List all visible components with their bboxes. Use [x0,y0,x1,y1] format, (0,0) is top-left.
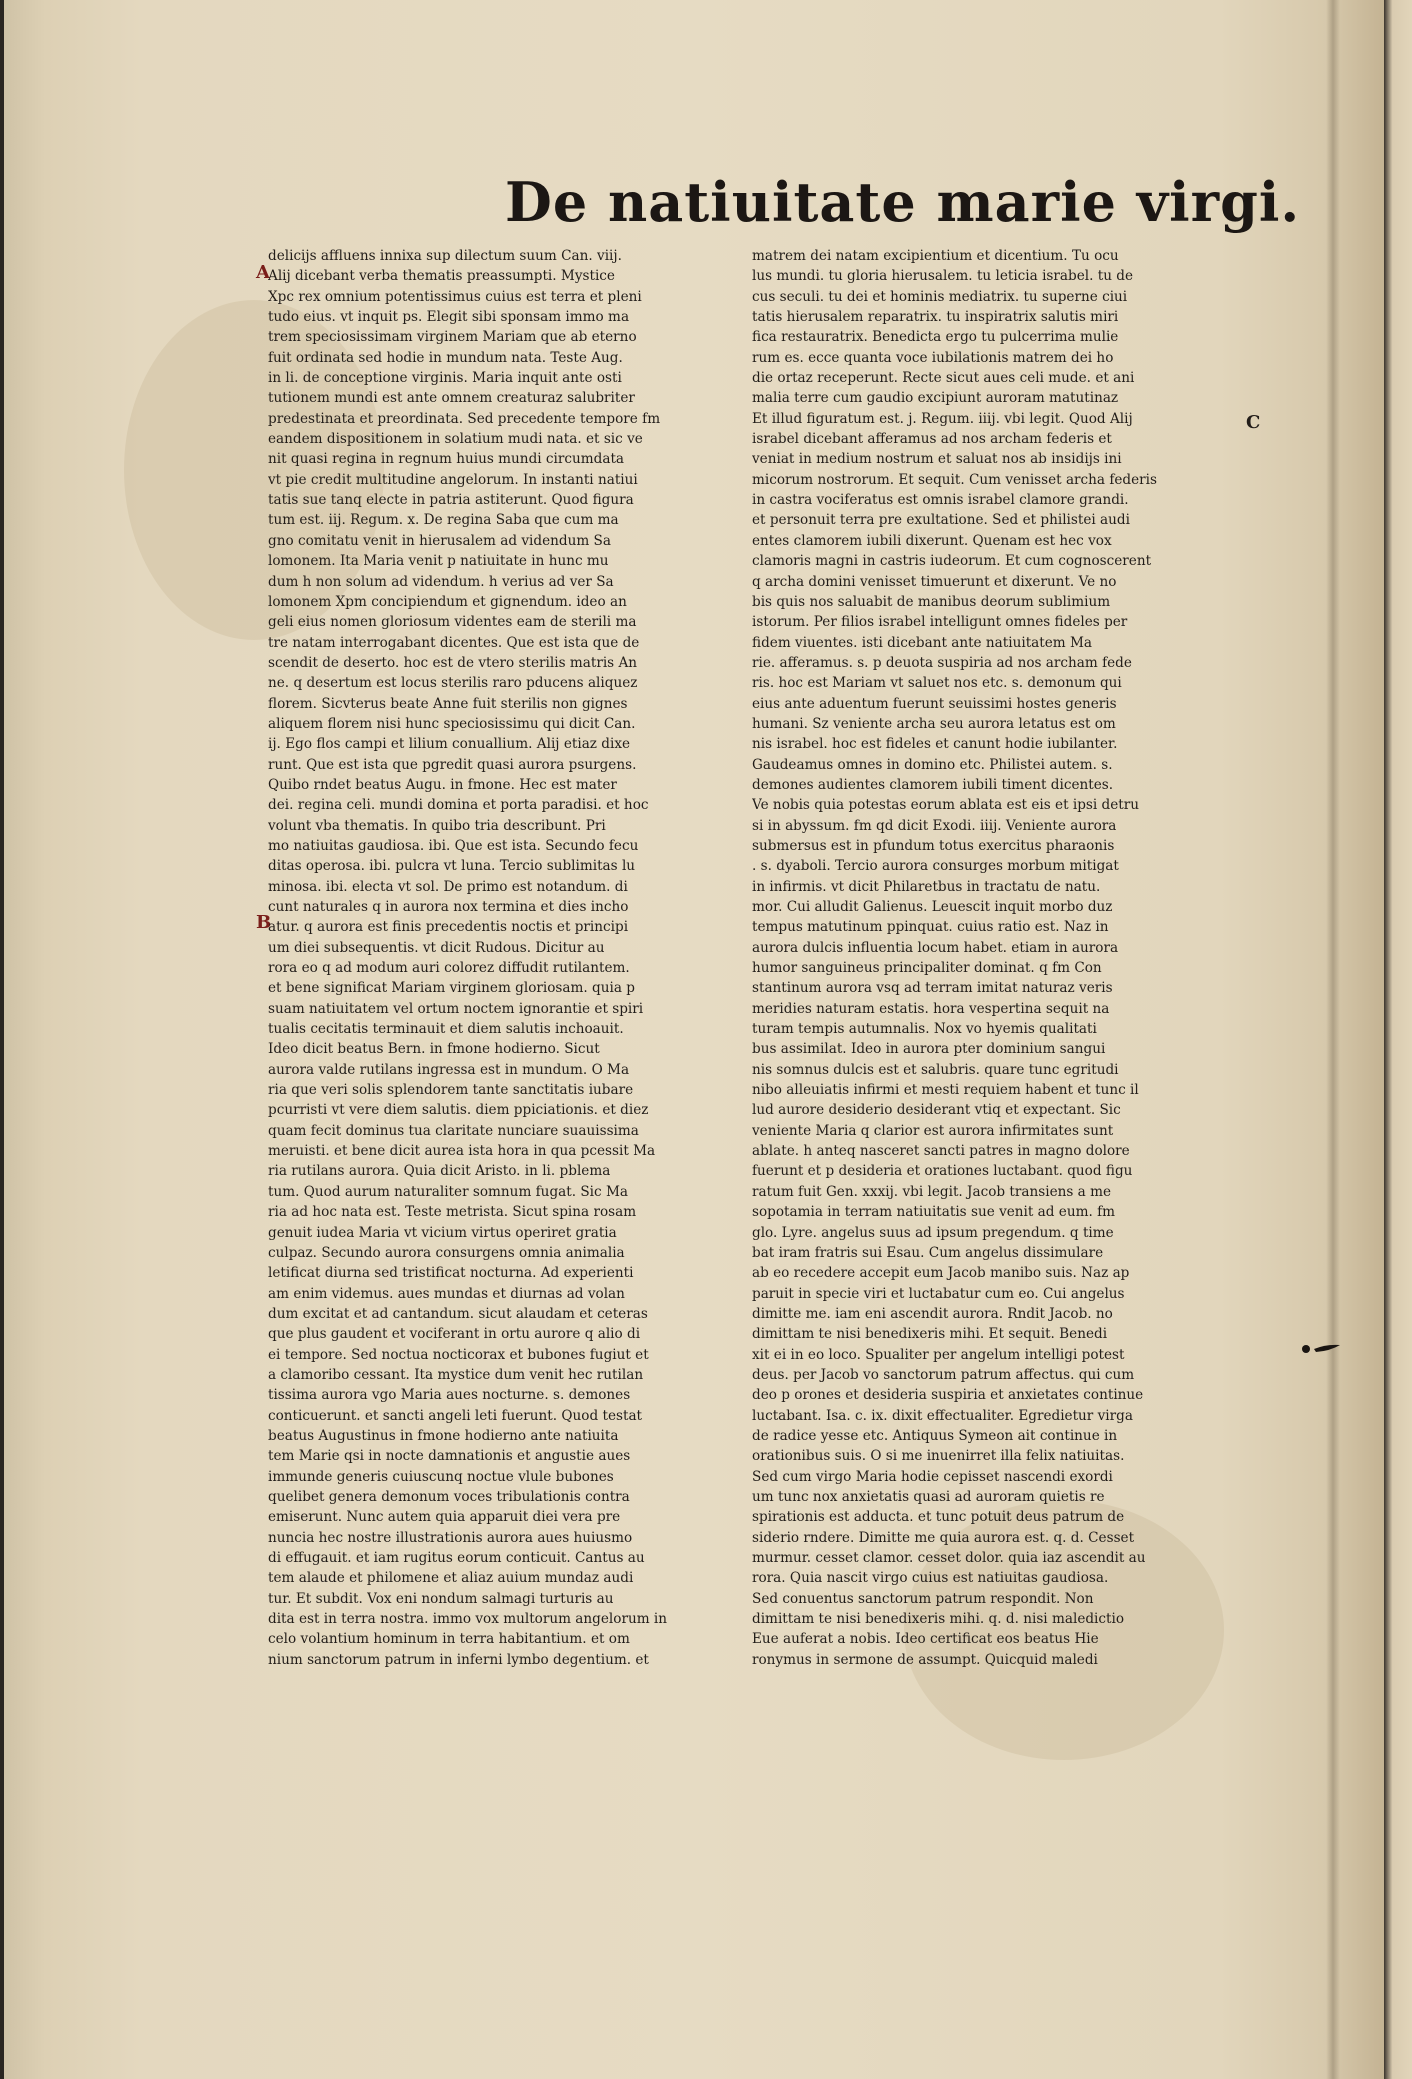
text-line: gno comitatu venit in hierusalem ad videndum Sa [268,532,611,549]
text-line: trem speciosissimam virginem Mariam que ab eterno [268,329,637,346]
page-heading: De natiuitate marie virgi. [505,170,1301,234]
text-line: Alij dicebant verba thematis preassumpti. Mystice [268,268,615,285]
text-line: Gaudeamus omnes in domino etc. Philistei autem. s. [752,756,1113,773]
text-line: Quibo rndet beatus Augu. in fmone. Hec est mater [268,776,617,793]
text-line: ne. q desertum est locus sterilis raro pducens aliquez [268,675,638,692]
text-line: nis somnus dulcis est et salubris. quare tunc egritudi [752,1061,1119,1078]
text-line: tutionem mundi est ante omnem creaturaz salubriter [268,390,635,407]
text-line: dum h non solum ad videndum. h verius ad ver Sa [268,573,614,590]
text-line: fuerunt et p desideria et orationes luctabant. quod figu [752,1163,1133,1180]
text-line: aliquem florem nisi hunc speciosissimu qui dicit Can. [268,715,636,732]
text-line: spirationis est adducta. et tunc potuit deus patrum de [752,1509,1125,1526]
text-line: ei tempore. Sed noctua nocticorax et bubones fugiut et [268,1346,649,1363]
text-line: aurora valde rutilans ingressa est in mundum. O Ma [268,1061,630,1078]
text-line: bat iram fratris sui Esau. Cum angelus dissimulare [752,1244,1104,1261]
text-line: dum excitat et ad cantandum. sicut alaudam et ceteras [268,1305,648,1322]
text-line: scendit de deserto. hoc est de vtero sterilis matris An [268,654,638,671]
text-line: Ve nobis quia potestas eorum ablata est eis et ipsi detru [752,797,1140,814]
text-line: am enim videmus. aues mundas et diurnas ad volan [268,1285,625,1302]
text-line: clamoris magni in castris iudeorum. Et cum cognoscerent [752,553,1152,570]
text-line: et personuit terra pre exultatione. Sed et philistei audi [752,512,1130,529]
adjacent-leaf-edge [1384,0,1412,2079]
text-line: ablate. h anteq nasceret sancti patres in magno dolore [752,1143,1130,1160]
text-line: quelibet genera demonum voces tribulationis contra [268,1488,630,1505]
text-line: submersus est in pfundum totus exercitus pharaonis [752,837,1115,854]
text-line: dimittam te nisi benedixeris mihi. Et sequit. Benedi [752,1326,1108,1343]
text-line: malia terre cum gaudio excipiunt auroram matutinaz [752,390,1119,407]
text-line: ria ad hoc nata est. Teste metrista. Sicut spina rosam [268,1204,637,1221]
text-line: tre natam interrogabant dicentes. Que est ista que de [268,634,640,651]
margin-letter-b: B [256,912,272,933]
text-line: cunt naturales q in aurora nox termina et dies incho [268,899,629,915]
text-line: matrem dei natam excipientium et dicentium. Tu ocu [752,248,1119,264]
text-line: beatus Augustinus in fmone hodierno ante natiuita [268,1427,619,1444]
text-line: tur. Et subdit. Vox eni nondum salmagi turturis au [268,1590,614,1607]
text-line: murmur. cesset clamor. cesset dolor. quia iaz ascendit au [752,1550,1146,1566]
ink-blot-icon [1300,1340,1342,1356]
margin-letter-c: C [1246,412,1261,433]
text-line: micorum nostrorum. Et sequit. Cum venisset archa federis [752,471,1157,488]
text-line: veniat in medium nostrum et saluat nos ab insidijs ini [752,451,1122,468]
text-line: quam fecit dominus tua claritate nunciare suauissima [268,1122,639,1139]
text-line: tum. Quod aurum naturaliter somnum fugat. Sic Ma [268,1183,628,1200]
text-line: ij. Ego flos campi et lilium conuallium. Alij etiaz dixe [268,736,631,753]
text-line: fidem viuentes. isti dicebant ante natiuitatem Ma [752,634,1093,651]
text-line: letificat diurna sed tristificat nocturna. Ad experienti [268,1265,634,1282]
text-line: humor sanguineus principaliter dominat. q fm Con [752,960,1102,977]
text-line: ditas operosa. ibi. pulcra vt luna. Tercio sublimitas lu [268,858,636,875]
text-line: tem alaude et philomene et aliaz auium mundaz audi [268,1570,634,1587]
page-gutter [1326,0,1340,2079]
text-line: geli eius nomen gloriosum videntes eam de sterili ma [268,614,637,631]
text-line: ratum fuit Gen. xxxij. vbi legit. Jacob transiens a me [752,1183,1112,1200]
text-line: dimittam te nisi benedixeris mihi. q. d. nisi maledictio [752,1611,1125,1628]
text-line: in castra vociferatus est omnis israbel clamore grandi. [752,492,1129,509]
text-line: ris. hoc est Mariam vt saluet nos etc. s. demonum qui [752,675,1122,692]
text-line: die ortaz receperunt. Recte sicut aues celi mude. et ani [752,370,1135,387]
text-line: tudo eius. vt inquit ps. Elegit sibi sponsam immo ma [268,309,630,326]
text-line: Sed conuentus sanctorum patrum respondit. Non [752,1590,1094,1607]
text-line: pcurristi vt vere diem salutis. diem ppiciationis. et diez [268,1102,649,1119]
text-line: Ideo dicit beatus Bern. in fmone hodierno. Sicut [268,1041,600,1058]
text-line: minosa. ibi. electa vt sol. De primo est notandum. di [268,878,628,895]
text-line: meridies naturam estatis. hora vespertina sequit na [752,1000,1110,1017]
text-line: lus mundi. tu gloria hierusalem. tu leticia israbel. tu de [752,268,1134,285]
text-line: que plus gaudent et vociferant in ortu aurore q alio di [268,1326,641,1343]
text-line: tempus matutinum ppinquat. cuius ratio est. Naz in [752,919,1109,936]
text-line: runt. Que est ista que pgredit quasi aurora psurgens. [268,756,637,773]
text-line: delicijs affluens innixa sup dilectum suum Can. viij. [268,248,622,264]
text-line: atur. q aurora est finis precedentis noctis et principi [268,919,629,936]
text-line: predestinata et preordinata. Sed precedente tempore fm [268,410,661,427]
text-line: Xpc rex omnium potentissimus cuius est terra et pleni [268,288,642,305]
text-line: fuit ordinata sed hodie in mundum nata. Teste Aug. [268,349,623,366]
text-line: luctabant. Isa. c. ix. dixit effectualiter. Egredietur virga [752,1407,1133,1424]
margin-letter-a: A [256,262,270,283]
text-line: nit quasi regina in regnum huius mundi circumdata [268,451,625,468]
text-line: rora. Quia nascit virgo cuius est natiuitas gaudiosa. [752,1570,1109,1587]
text-line: humani. Sz veniente archa seu aurora letatus est om [752,715,1116,732]
text-line: Et illud figuratum est. j. Regum. iiij. vbi legit. Quod Alij [752,410,1133,427]
text-line: conticuerunt. et sancti angeli leti fuerunt. Quod testat [268,1407,643,1424]
text-line: bus assimilat. Ideo in aurora pter dominium sangui [752,1041,1106,1058]
text-line: deo p orones et desideria suspiria et anxietates continue [752,1387,1144,1404]
text-line: ronymus in sermone de assumpt. Quicquid maledi [752,1651,1098,1668]
text-line: tatis hierusalem reparatrix. tu inspiratrix salutis miri [752,309,1119,326]
text-line: Sed cum virgo Maria hodie cepisset nascendi exordi [752,1468,1113,1485]
text-line: entes clamorem iubili dixerunt. Quenam est hec vox [752,532,1112,549]
text-line: fica restauratrix. Benedicta ergo tu pulcerrima mulie [752,329,1119,346]
text-line: deus. per Jacob vo sanctorum patrum affectus. qui cum [752,1366,1135,1383]
text-line: rum es. ecce quanta voce iubilationis matrem dei ho [752,349,1114,366]
text-line: dei. regina celi. mundi domina et porta paradisi. et hoc [268,797,649,814]
text-line: eius ante aduentum fuerunt seuissimi hostes generis [752,695,1117,712]
text-line: stantinum aurora vsq ad terram imitat naturaz veris [752,980,1113,997]
text-line: tatis sue tanq electe in patria astiterunt. Quod figura [268,492,634,509]
text-line: culpaz. Secundo aurora consurgens omnia animalia [268,1244,625,1261]
text-line: turam tempis autumnalis. Nox vo hyemis qualitati [752,1021,1097,1038]
text-line: demones audientes clamorem iubili timent dicentes. [752,776,1114,793]
text-line: suam natiuitatem vel ortum noctem ignorantie et spiri [268,1000,644,1017]
text-line: tualis cecitatis terminauit et diem salutis inchoauit. [268,1021,624,1038]
text-line: volunt vba thematis. In quibo tria describunt. Pri [268,817,606,834]
text-line: mo natiuitas gaudiosa. ibi. Que est ista. Secundo fecu [268,837,639,854]
text-line: ab eo recedere accepit eum Jacob manibo suis. Naz ap [752,1265,1130,1282]
text-line: di effugauit. et iam rugitus eorum conticuit. Cantus au [268,1550,645,1566]
text-line: mor. Cui alludit Galienus. Leuescit inquit morbo duz [752,899,1113,915]
text-line: tum est. iij. Regum. x. De regina Saba que cum ma [268,512,619,529]
text-line: um tunc nox anxietatis quasi ad auroram quietis re [752,1488,1105,1505]
text-line: . s. dyaboli. Tercio aurora consurges morbum mitigat [752,858,1119,875]
text-line: nis israbel. hoc est fideles et canunt hodie iubilanter. [752,736,1118,753]
text-line: lud aurore desiderio desiderant vtiq et expectant. Sic [752,1102,1121,1119]
text-line: immunde generis cuiuscunq noctue vlule bubones [268,1468,614,1485]
text-line: aurora dulcis influentia locum habet. etiam in aurora [752,939,1119,956]
text-line: emiserunt. Nunc autem quia apparuit diei vera pre [268,1509,621,1526]
text-line: nium sanctorum patrum in inferni lymbo degentium. et [268,1651,649,1668]
text-line: ria que veri solis splendorem tante sanctitatis iubare [268,1082,634,1099]
text-line: veniente Maria q clarior est aurora infirmitates sunt [752,1122,1114,1139]
text-line: ria rutilans aurora. Quia dicit Aristo. in li. pblema [268,1163,611,1180]
text-line: si in abyssum. fm qd dicit Exodi. iiij. Veniente aurora [752,817,1117,834]
text-line: nibo alleuiatis infirmi et mesti requiem habent et tunc il [752,1082,1139,1099]
text-line: et bene significat Mariam virginem gloriosam. quia p [268,980,635,997]
text-line: cus seculi. tu dei et hominis mediatrix. tu superne ciui [752,288,1128,305]
text-line: um diei subsequentis. vt dicit Rudous. Dicitur au [268,939,605,956]
text-line: dita est in terra nostra. immo vox multorum angelorum in [268,1611,668,1628]
text-line: in li. de conceptione virginis. Maria inquit ante osti [268,370,622,387]
text-line: florem. Sicvterus beate Anne fuit sterilis non gignes [268,695,628,712]
left-text-column [268,246,738,1670]
text-line: orationibus suis. O si me inuenirret illa felix natiuitas. [752,1448,1125,1465]
text-line: bis quis nos saluabit de manibus deorum sublimium [752,593,1111,610]
text-line: siderio rndere. Dimitte me quia aurora est. q. d. Cesset [752,1529,1135,1546]
text-line: tem Marie qsi in nocte damnationis et angustie aues [268,1448,631,1465]
text-line: istorum. Per filios israbel intelligunt omnes fideles per [752,614,1128,631]
text-line: dimitte me. iam eni ascendit aurora. Rndit Jacob. no [752,1305,1113,1322]
text-line: sopotamia in terram natiuitatis sue venit ad eum. fm [752,1204,1116,1221]
text-line: vt pie credit multitudine angelorum. In instanti natiui [268,471,638,488]
text-line: glo. Lyre. angelus suus ad ipsum pregendum. q time [752,1224,1114,1241]
text-line: in infirmis. vt dicit Philaretbus in tractatu de natu. [752,878,1101,895]
text-line: genuit iudea Maria vt vicium virtus operiret gratia [268,1224,617,1241]
text-line: israbel dicebant afferamus ad nos archam federis et [752,431,1112,448]
text-line: lomonem Xpm concipiendum et gignendum. ideo an [268,593,627,610]
text-line: a clamoribo cessant. Ita mystice dum venit hec rutilan [268,1366,644,1383]
text-line: tissima aurora vgo Maria aues nocturne. s. demones [268,1387,631,1404]
text-line: rie. afferamus. s. p deuota suspiria ad nos archam fede [752,654,1132,671]
text-line: Eue auferat a nobis. Ideo certificat eos beatus Hie [752,1631,1099,1648]
text-line: de radice yesse etc. Antiquus Symeon ait continue in [752,1427,1118,1444]
text-line: nuncia hec nostre illustrationis aurora aues huiusmo [268,1529,633,1546]
text-line: rora eo q ad modum auri colorez diffudit rutilantem. [268,960,630,977]
text-line: meruisti. et bene dicit aurea ista hora in qua pcessit Ma [268,1143,656,1160]
text-line: q archa domini venisset timuerunt et dixerunt. Ve no [752,573,1117,590]
text-line: paruit in specie viri et luctabatur cum eo. Cui angelus [752,1285,1125,1302]
text-line: xit ei in eo loco. Spualiter per angelum intelligi potest [752,1346,1125,1363]
text-line: lomonem. Ita Maria venit p natiuitate in hunc mu [268,553,609,570]
right-text-column [752,246,1242,1670]
text-line: celo volantium hominum in terra habitantium. et om [268,1631,630,1648]
text-line: eandem dispositionem in solatium mudi nata. et sic ve [268,431,643,448]
